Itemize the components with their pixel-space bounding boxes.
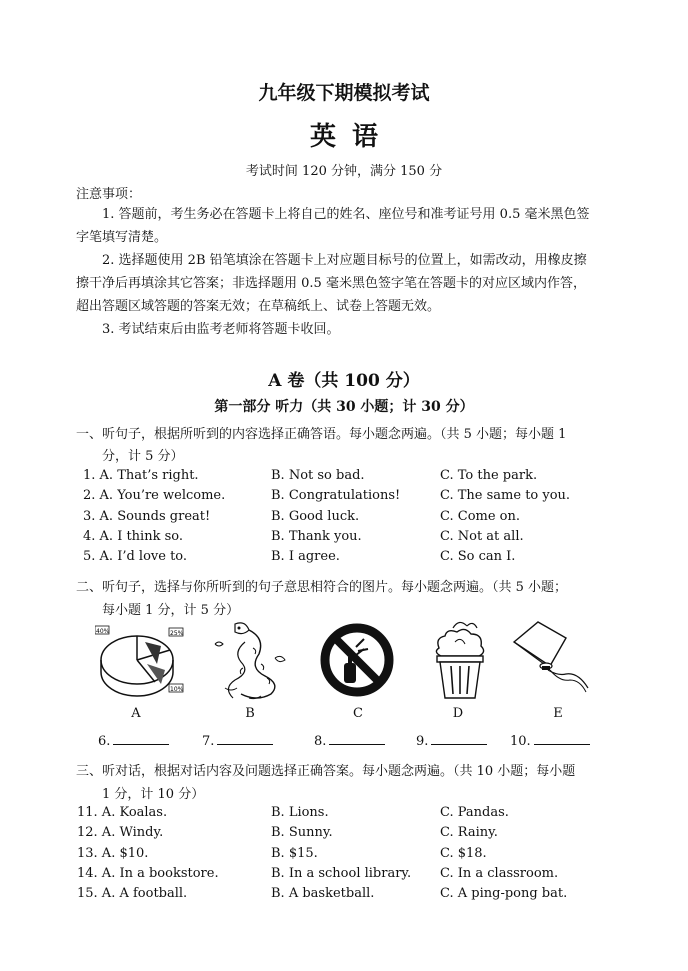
picture-label-c: C: [353, 706, 363, 721]
q3-header-cont: 1 分，计 10 分）: [102, 787, 205, 802]
q4-option-b: B. Thank you.: [271, 529, 362, 544]
q13-option-a: 13. A. $10.: [77, 846, 149, 861]
blank-number: 7.: [202, 734, 215, 749]
q12-option-a: 12. A. Windy.: [77, 825, 164, 840]
answer-blank[interactable]: [202, 734, 273, 749]
q1-header-cont: 分，计 5 分）: [102, 449, 184, 464]
q2-option-c: C. The same to you.: [440, 488, 571, 503]
q14-option-c: C. In a classroom.: [440, 866, 559, 881]
subject-title: 英语: [309, 122, 394, 152]
notice-line: 擦干净后再填涂其它答案；非选择题用 0.5 毫米黑色签字笔在答题卡的对应区域内作答，: [76, 276, 586, 291]
q3-option-a: 3. A. Sounds great!: [83, 509, 211, 524]
q4-option-c: C. Not at all.: [440, 529, 524, 544]
section-a-title: A 卷（共 100 分）: [268, 371, 420, 391]
q2-option-b: B. Congratulations!: [271, 488, 401, 503]
q11-option-b: B. Lions.: [271, 805, 329, 820]
notice-line: 2. 选择题使用 2B 铅笔填涂在答题卡上对应题目标号的位置上，如需改动，用橡皮擦: [102, 253, 587, 268]
notice-line: 字笔填写清楚。: [76, 230, 168, 245]
picture-label-a: A: [131, 706, 141, 721]
pie-label-40: 40%: [96, 628, 110, 635]
q12-option-c: C. Rainy.: [440, 825, 498, 840]
notice-line: 3. 考试结束后由监考老师将答题卡收回。: [102, 322, 340, 337]
answer-blank[interactable]: [98, 734, 169, 749]
q2-header-cont: 每小题 1 分，计 5 分）: [102, 603, 240, 618]
blank-number: 9.: [416, 734, 429, 749]
answer-blank[interactable]: [510, 734, 590, 749]
q14-option-b: B. In a school library.: [271, 866, 412, 881]
notice-heading: 注意事项：: [76, 187, 142, 202]
q1-option-c: C. To the park.: [440, 468, 538, 483]
q1-option-b: B. Not so bad.: [271, 468, 365, 483]
answer-blank[interactable]: [416, 734, 487, 749]
dragon-picture: [205, 618, 300, 703]
lantern-picture: [508, 618, 593, 698]
q1-header: 一、听句子，根据所听到的内容选择正确答语。每小题念两遍。（共 5 小题；每小题 1: [76, 427, 567, 442]
exam-time-info: 考试时间 120 分钟，满分 150 分: [245, 164, 443, 179]
q11-option-a: 11. A. Koalas.: [77, 805, 168, 820]
q3-header: 三、听对话，根据对话内容及问题选择正确答案。每小题念两遍。（共 10 小题；每小题: [76, 764, 576, 779]
picture-label-e: E: [553, 706, 563, 721]
q1-option-a: 1. A. That’s right.: [83, 468, 199, 483]
q3-option-c: C. Come on.: [440, 509, 521, 524]
q13-option-c: C. $18.: [440, 846, 487, 861]
q4-option-a: 4. A. I think so.: [83, 529, 183, 544]
part1-title: 第一部分 听力（共 30 小题；计 30 分）: [214, 399, 474, 415]
blank-line[interactable]: [534, 743, 590, 745]
q11-option-c: C. Pandas.: [440, 805, 509, 820]
q3-option-b: B. Good luck.: [271, 509, 360, 524]
q5-option-a: 5. A. I’d love to.: [83, 549, 188, 564]
q2-option-a: 2. A. You’re welcome.: [83, 488, 226, 503]
blank-number: 10.: [510, 734, 531, 749]
blank-line[interactable]: [217, 743, 273, 745]
answer-blank[interactable]: [314, 734, 385, 749]
q5-option-b: B. I agree.: [271, 549, 340, 564]
q15-option-b: B. A basketball.: [271, 886, 375, 901]
picture-label-b: B: [245, 706, 255, 721]
q2-header: 二、听句子，选择与你所听到的句子意思相符合的图片。每小题念两遍。（共 5 小题；: [76, 580, 568, 595]
picture-label-d: D: [452, 706, 464, 721]
blank-number: 8.: [314, 734, 327, 749]
notice-line: 超出答题区域答题的答案无效；在草稿纸上、试卷上答题无效。: [76, 299, 441, 314]
blank-line[interactable]: [431, 743, 487, 745]
notice-line: 1. 答题前，考生务必在答题卡上将自己的姓名、座位号和准考证号用 0.5 毫米黑色签: [102, 207, 590, 222]
pie-label-10: 10%: [170, 686, 184, 693]
no-spray-sign-picture: [318, 621, 396, 699]
q5-option-c: C. So can I.: [440, 549, 516, 564]
blank-number: 6.: [98, 734, 111, 749]
q15-option-c: C. A ping-pong bat.: [440, 886, 568, 901]
pie-chart-picture: [95, 620, 190, 700]
q14-option-a: 14. A. In a bookstore.: [77, 866, 219, 881]
q15-option-a: 15. A. A football.: [77, 886, 188, 901]
q13-option-b: B. $15.: [271, 846, 318, 861]
blank-line[interactable]: [113, 743, 169, 745]
blank-line[interactable]: [329, 743, 385, 745]
trash-bin-picture: [425, 618, 495, 703]
exam-title: 九年级下期模拟考试: [258, 82, 430, 104]
q12-option-b: B. Sunny.: [271, 825, 333, 840]
pie-label-25: 25%: [170, 630, 184, 637]
